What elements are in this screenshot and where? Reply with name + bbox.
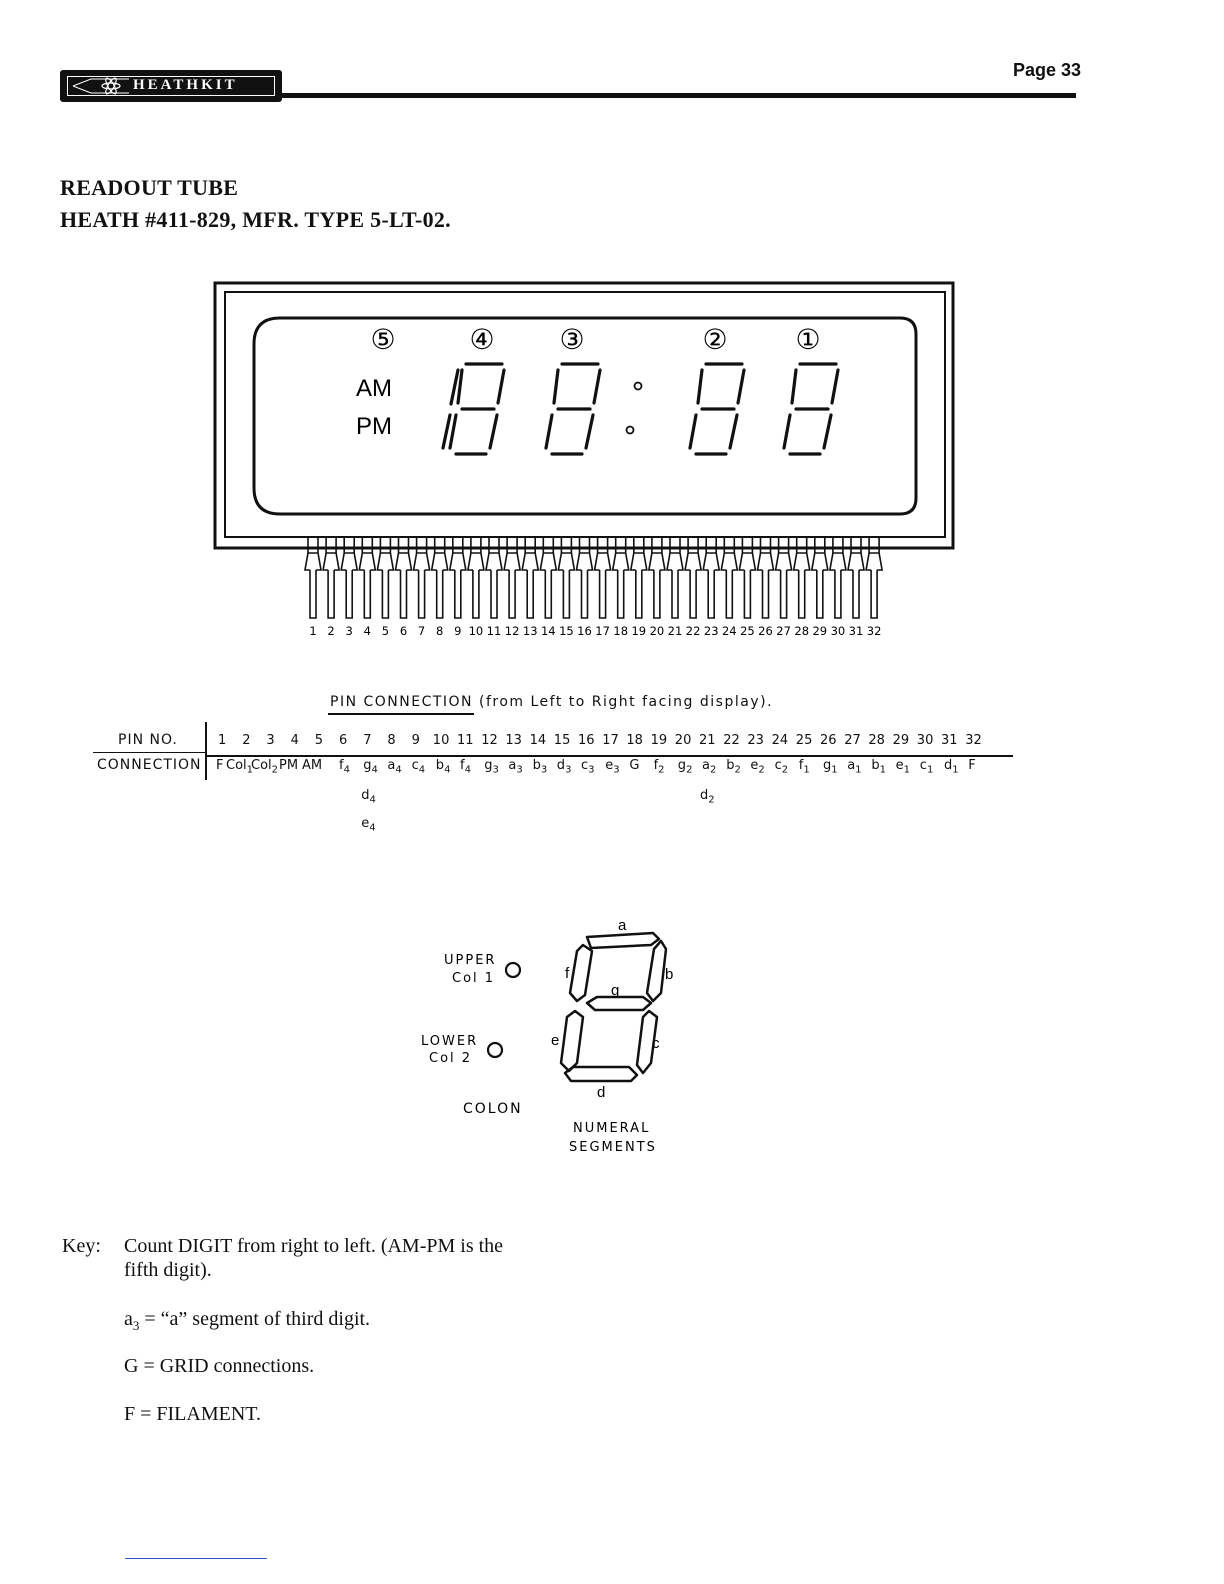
pin-10 bbox=[468, 538, 484, 618]
pin-number-label: 17 bbox=[595, 624, 610, 638]
pin-27 bbox=[776, 538, 792, 618]
pin-number-cell: 2 bbox=[242, 733, 251, 748]
pin-number-cell: 24 bbox=[771, 733, 789, 748]
pin-20 bbox=[649, 538, 665, 618]
pin-number-cell: 32 bbox=[965, 733, 982, 748]
connection-cell: Col$_2$ bbox=[251, 758, 279, 776]
header-rule bbox=[282, 93, 1076, 98]
lower-colon-dot bbox=[627, 427, 634, 434]
pin-number-cell: 22 bbox=[723, 733, 740, 748]
pin-number-label: 4 bbox=[363, 624, 371, 638]
tube-inner-frame bbox=[225, 292, 945, 537]
pin-number-label: 29 bbox=[812, 624, 828, 638]
segment-a bbox=[587, 933, 659, 948]
pin-number-label: 27 bbox=[776, 624, 791, 638]
pin-17 bbox=[595, 538, 611, 618]
connection-cell: $b_4$ bbox=[435, 758, 451, 776]
connection-cell: $e_3$ bbox=[605, 758, 620, 776]
table-rule-right bbox=[207, 755, 1013, 757]
numeral-label: NUMERAL bbox=[573, 1121, 651, 1136]
segment-f bbox=[570, 945, 592, 1001]
pin-connection-caption bbox=[330, 694, 773, 710]
connection-cell-extra: $d_2$ bbox=[700, 788, 715, 806]
pin-number-cell: 14 bbox=[529, 733, 547, 748]
pin-number-cell: 3 bbox=[266, 733, 275, 748]
pin-6 bbox=[396, 538, 412, 618]
connection-cell: $a_4$ bbox=[387, 758, 402, 776]
pin-16 bbox=[577, 538, 593, 618]
segment-diagram bbox=[415, 915, 715, 1165]
seg-d-label: d bbox=[597, 1084, 606, 1101]
connection-cell-extra: $e_4$ bbox=[361, 816, 376, 834]
pin-number-label: 14 bbox=[540, 624, 556, 638]
pin-number-label: 7 bbox=[417, 624, 426, 638]
pin-number-label: 31 bbox=[848, 624, 864, 638]
pin-15 bbox=[558, 538, 574, 618]
pin-number-label: 9 bbox=[454, 624, 462, 638]
lower-col-label: Col 2 bbox=[429, 1051, 473, 1066]
pin-number-label: 15 bbox=[559, 624, 574, 638]
key-filament-definition: F = FILAMENT. bbox=[124, 1403, 262, 1425]
seg-a-label: a bbox=[618, 917, 627, 934]
pin-number-cell: 27 bbox=[844, 733, 861, 748]
segments-label: SEGMENTS bbox=[569, 1140, 657, 1155]
pin-number-cell: 26 bbox=[820, 733, 837, 748]
pin-number-cell: 30 bbox=[916, 733, 934, 748]
a3-symbol: a bbox=[124, 1308, 133, 1330]
pin-29 bbox=[812, 538, 828, 618]
connection-cell: $a_3$ bbox=[508, 758, 523, 776]
pin-19 bbox=[631, 538, 647, 618]
pin-12 bbox=[504, 538, 520, 618]
pin-18 bbox=[613, 538, 629, 618]
connection-cell: F bbox=[216, 758, 224, 773]
numeral-digit bbox=[450, 364, 504, 454]
pin-number-cell: 12 bbox=[481, 733, 498, 748]
connection-cell: $g_1$ bbox=[823, 758, 838, 776]
section-title: READOUT TUBE bbox=[60, 175, 239, 200]
pin-number-label: 22 bbox=[685, 624, 701, 638]
pin-number-cell: 28 bbox=[868, 733, 885, 748]
connection-header: CONNECTION bbox=[97, 757, 202, 773]
pin-24 bbox=[721, 538, 737, 618]
pin-11 bbox=[486, 538, 502, 618]
key-label: Key: bbox=[62, 1235, 101, 1257]
pin-3 bbox=[341, 538, 357, 618]
caption-note: (from Left to Right facing display). bbox=[478, 694, 774, 710]
pin-no-header: PIN NO. bbox=[118, 732, 178, 748]
a3-text: = “a” segment of third digit. bbox=[139, 1308, 371, 1330]
connection-cell: $a_2$ bbox=[702, 758, 717, 776]
heathkit-logo bbox=[60, 70, 282, 102]
pin-14 bbox=[540, 538, 556, 618]
digit-number-marks bbox=[370, 323, 820, 356]
pin-number-cell: 5 bbox=[314, 733, 324, 748]
connection-cell: $c_4$ bbox=[411, 758, 426, 776]
connection-cell: AM bbox=[302, 758, 323, 773]
pin-number-label: 23 bbox=[703, 624, 719, 638]
pin-7 bbox=[414, 538, 430, 618]
connection-cell: $f_2$ bbox=[653, 758, 665, 776]
seg-g-label: g bbox=[611, 982, 620, 999]
section-subtitle: HEATH #411-829, MFR. TYPE 5-LT-02. bbox=[60, 207, 451, 232]
pin-number-label: 3 bbox=[345, 624, 353, 638]
connection-cell: $b_3$ bbox=[532, 758, 548, 776]
pin-number-cell: 31 bbox=[941, 733, 958, 748]
connection-cell: $e_1$ bbox=[895, 758, 910, 776]
connection-cell-extra: $d_4$ bbox=[361, 788, 376, 806]
pin-4 bbox=[359, 538, 375, 618]
pin-number-cell: 7 bbox=[363, 733, 372, 748]
pin-1 bbox=[305, 538, 321, 618]
connection-cell: $b_2$ bbox=[726, 758, 741, 776]
connection-cell: $f_4$ bbox=[460, 758, 471, 776]
digit-mark-3: ③ bbox=[559, 323, 585, 356]
table-rule-left bbox=[93, 752, 205, 753]
pin-number-label: 32 bbox=[866, 624, 882, 638]
lower-colon-circle bbox=[488, 1043, 502, 1057]
page-number: Page 33 bbox=[1012, 60, 1081, 80]
segment-b bbox=[647, 941, 666, 1001]
pin-number-cell: 18 bbox=[626, 733, 643, 748]
pin-9 bbox=[450, 538, 466, 618]
key-note-line1: Count DIGIT from right to left. (AM-PM is the bbox=[124, 1235, 504, 1257]
upper-colon-dot bbox=[635, 383, 642, 390]
pin-number-cell: 23 bbox=[747, 733, 764, 748]
pin-number-cell: 11 bbox=[457, 733, 474, 748]
connection-cell: $d_3$ bbox=[556, 758, 572, 776]
connection-cell: $a_1$ bbox=[847, 758, 862, 776]
pin-number-label: 2 bbox=[327, 624, 335, 638]
pin-number-label: 6 bbox=[399, 624, 408, 638]
pin-2 bbox=[323, 538, 339, 618]
pin-28 bbox=[794, 538, 810, 618]
pin-23 bbox=[703, 538, 719, 618]
caption-underline bbox=[328, 713, 474, 715]
pin-26 bbox=[758, 538, 774, 618]
pin-number-label: 28 bbox=[794, 624, 810, 638]
pin-number-cell: 19 bbox=[650, 733, 668, 748]
pin-number-cell: 25 bbox=[795, 733, 813, 748]
colon-label: COLON bbox=[463, 1101, 523, 1117]
table-divider bbox=[205, 722, 207, 780]
pin-number-label: 25 bbox=[740, 624, 755, 638]
digit-mark-2: ② bbox=[702, 323, 728, 356]
seven-segment-digits bbox=[443, 364, 838, 454]
digit-mark-1: ① bbox=[795, 323, 821, 356]
pin-number-label: 13 bbox=[522, 624, 538, 638]
a3-subscript: 3 bbox=[132, 1318, 140, 1333]
digit-mark-5: ⑤ bbox=[370, 323, 396, 356]
numeral-digit bbox=[546, 364, 600, 454]
atom-logo-icon bbox=[71, 76, 129, 96]
pin-number-label: 10 bbox=[468, 624, 484, 638]
pin-number-cell: 8 bbox=[387, 733, 396, 748]
connection-cell: $g_4$ bbox=[363, 758, 378, 776]
pin-number-label: 20 bbox=[649, 624, 665, 638]
pin-number-label: 11 bbox=[486, 624, 502, 638]
pin-number-cell: 16 bbox=[578, 733, 595, 748]
key-a3-definition bbox=[124, 1308, 370, 1334]
pin-number-cell: 4 bbox=[290, 733, 299, 748]
am-label: AM bbox=[356, 375, 392, 402]
upper-col-label: Col 1 bbox=[452, 971, 496, 986]
segment-d bbox=[565, 1067, 637, 1081]
connection-cell: G bbox=[629, 758, 640, 773]
segment-e bbox=[561, 1011, 583, 1071]
connection-cell: Col$_1$ bbox=[226, 758, 254, 776]
readout-tube-diagram bbox=[210, 278, 970, 648]
pin-number-label: 12 bbox=[504, 624, 520, 638]
pin-5 bbox=[377, 538, 393, 618]
pin-number-label: 18 bbox=[613, 624, 629, 638]
caption-heading: PIN CONNECTION bbox=[330, 694, 474, 710]
pin-8 bbox=[432, 538, 448, 618]
pin-number-label: 16 bbox=[577, 624, 592, 638]
key-grid-definition: G = GRID connections. bbox=[124, 1355, 315, 1377]
tube-pins bbox=[305, 538, 882, 618]
connection-cell: $c_1$ bbox=[919, 758, 934, 776]
pin-number-label: 30 bbox=[830, 624, 846, 638]
upper-label: UPPER bbox=[444, 953, 497, 968]
connection-cell: $e_2$ bbox=[750, 758, 765, 776]
tube-pin-numbers bbox=[309, 624, 881, 638]
connection-cell: $c_2$ bbox=[774, 758, 789, 776]
pin-number-label: 5 bbox=[381, 624, 390, 638]
key-note-line2: fifth digit). bbox=[124, 1259, 212, 1281]
pin-number-label: 1 bbox=[309, 624, 317, 638]
numeral-digit bbox=[784, 364, 838, 454]
pin-30 bbox=[830, 538, 846, 618]
seg-e-label: e bbox=[551, 1032, 560, 1049]
pin-number-label: 8 bbox=[436, 624, 444, 638]
connection-cell: $g_2$ bbox=[677, 758, 693, 776]
connection-cell: $d_1$ bbox=[944, 758, 959, 776]
pin-number-cell: 29 bbox=[892, 733, 910, 748]
pin-number-cell: 9 bbox=[411, 733, 420, 748]
lower-label: LOWER bbox=[421, 1034, 479, 1049]
pin-31 bbox=[848, 538, 864, 618]
numeral-outline bbox=[561, 933, 666, 1081]
pin-number-cell: 10 bbox=[432, 733, 450, 748]
footer-mark bbox=[125, 1558, 267, 1559]
pin-number-cell: 15 bbox=[553, 733, 571, 748]
seg-b-label: b bbox=[665, 966, 674, 983]
pin-number-cell: 1 bbox=[218, 733, 227, 748]
pm-label: PM bbox=[356, 413, 392, 440]
pin-number-cell: 17 bbox=[602, 733, 619, 748]
pin-number-label: 21 bbox=[667, 624, 683, 638]
logo-wordmark: HEATHKIT bbox=[133, 77, 238, 93]
pin-13 bbox=[522, 538, 538, 618]
pin-number-cell: 20 bbox=[674, 733, 692, 748]
seg-f-label: f bbox=[565, 965, 570, 982]
connection-cell: $g_3$ bbox=[484, 758, 499, 776]
connection-cell: $c_3$ bbox=[581, 758, 595, 776]
connection-cell: PM bbox=[279, 758, 299, 773]
pin-number-label: 24 bbox=[721, 624, 737, 638]
connection-cell: $f_4$ bbox=[339, 758, 350, 776]
pin-number-cell: 13 bbox=[505, 733, 522, 748]
pin-number-label: 26 bbox=[758, 624, 773, 638]
pin-25 bbox=[739, 538, 755, 618]
fifth-digit-one bbox=[443, 370, 458, 448]
connection-cell: $b_1$ bbox=[871, 758, 887, 776]
upper-colon-circle bbox=[506, 963, 520, 977]
connection-cell: F bbox=[968, 758, 976, 773]
numeral-digit bbox=[690, 364, 744, 454]
am-pm-indicators bbox=[356, 375, 392, 440]
digit-mark-4: ④ bbox=[469, 323, 495, 356]
connection-cell: $f_1$ bbox=[798, 758, 810, 776]
seg-c-label: c bbox=[652, 1035, 660, 1052]
pin-number-cell: 21 bbox=[699, 733, 716, 748]
pin-22 bbox=[685, 538, 701, 618]
pin-32 bbox=[866, 538, 882, 618]
pin-21 bbox=[667, 538, 683, 618]
pin-number-label: 19 bbox=[631, 624, 647, 638]
pin-number-cell: 6 bbox=[339, 733, 348, 748]
